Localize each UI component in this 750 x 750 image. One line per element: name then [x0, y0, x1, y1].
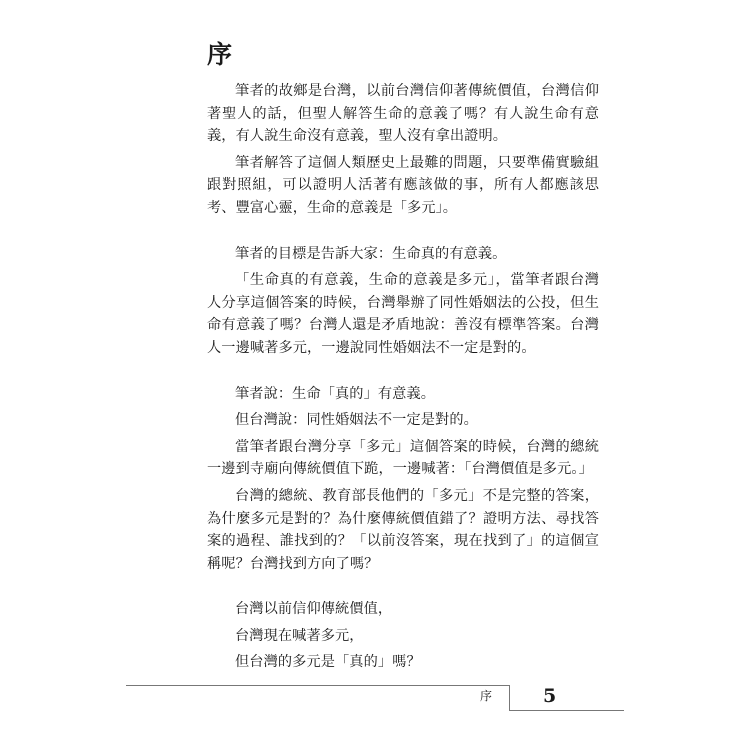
footer-rule-divider	[509, 685, 510, 710]
footer-section-label: 序	[480, 689, 493, 703]
poem-line: 台灣現在喊著多元，	[235, 627, 364, 644]
paragraph: 「生命真的有意義，生命的意義是多元」，當筆者跟台灣人分享這個答案的時候，台灣舉辦了同性婚姻法的公投，但生命有意義了嗎？台灣人還是矛盾地說：善沒有標準答案。台灣人一邊喊著多元，一邊說同性婚姻法不一定是對的。	[207, 272, 599, 356]
paragraph: 台灣的總統、教育部長他們的「多元」不是完整的答案，為什麼多元是對的？為什麼傳統價值錯了？證明方法、尋找答案的過程、誰找到的？「以前沒答案，現在找到了」的這個宣稱呢？台灣找到方向了嗎？	[207, 487, 599, 572]
footer-rule	[126, 685, 509, 686]
poem-line: 但台灣的多元是「真的」嗎？	[235, 654, 421, 671]
poem-line: 台灣以前信仰傳統價值，	[235, 601, 393, 618]
page-body	[207, 80, 599, 678]
paragraph: 筆者的故鄉是台灣，以前台灣信仰著傳統價值，台灣信仰著聖人的話，但聖人解答生命的意義了嗎？有人說生命有意義，有人說生命沒有意義，聖人沒有拿出證明。	[207, 83, 599, 145]
paragraph: 當筆者跟台灣分享「多元」這個答案的時候，台灣的總統一邊到寺廟向傳統價值下跪，一邊喊著：「台灣價值是多元。」	[207, 438, 599, 478]
paragraph: 筆者說：生命「真的」有意義。	[235, 385, 436, 402]
paragraph: 但台灣說：同性婚姻法不一定是對的。	[235, 412, 478, 429]
paragraph: 筆者的目標是告訴大家：生命真的有意義。	[235, 245, 507, 262]
page-number: 5	[543, 685, 557, 707]
page-title: 序	[207, 40, 234, 69]
paragraph: 筆者解答了這個人類歷史上最難的問題，只要準備實驗組跟對照組，可以證明人活著有應該做的事，所有人都應該思考、豐富心靈，生命的意義是「多元」。	[207, 154, 599, 216]
footer-rule-bottom	[509, 710, 624, 711]
